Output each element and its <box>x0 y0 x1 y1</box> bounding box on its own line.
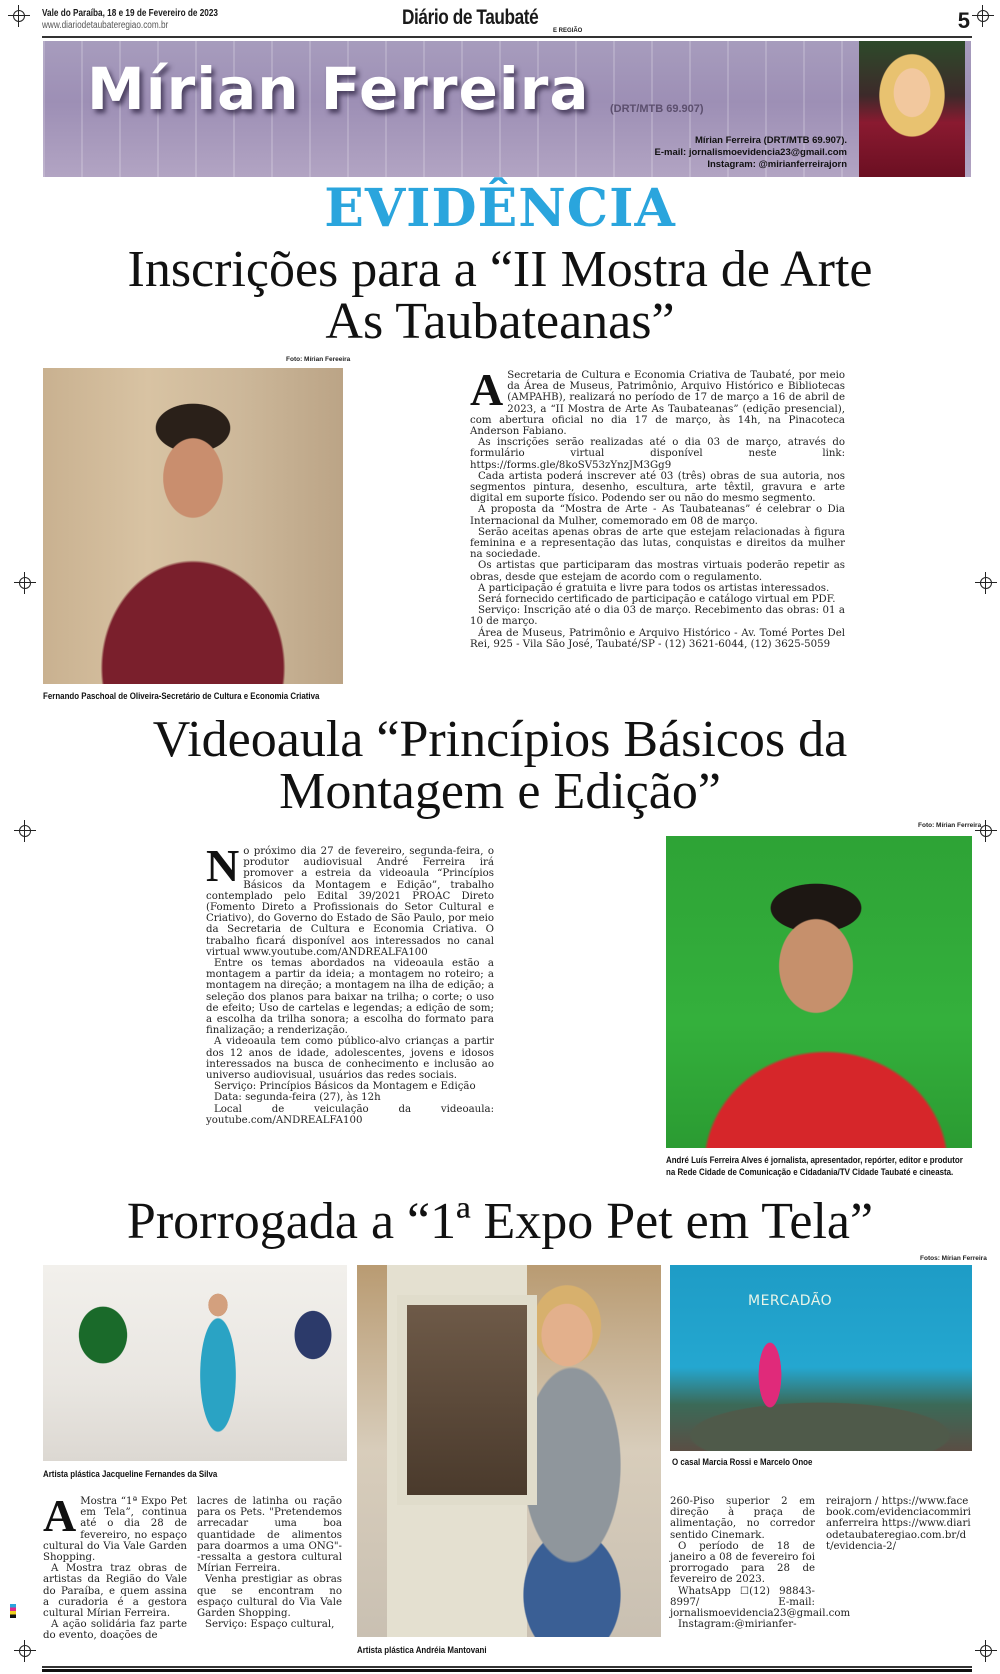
photo-caption: O casal Marcia Rossi e Marcelo Onoe <box>672 1457 813 1467</box>
paragraph: Venha prestigiar as obras que se encontram no espaço cultural do Via Vale Garden Shopping. <box>197 1574 342 1620</box>
paragraph: Serviço: Espaço cultural, <box>205 1619 335 1631</box>
photo-credit: Foto: Mírian Fereeira <box>286 356 351 363</box>
photo-fernando-paschoal <box>43 368 343 684</box>
newspaper-subtitle: E REGIÃO <box>553 28 583 34</box>
article3-headline: Prorrogada a “1ª Expo Pet em Tela” <box>126 1193 874 1250</box>
columnist-photo <box>859 41 965 177</box>
paragraph: Serviço: Inscrição até o dia 03 de março. Recebimento das obras: 01 a 10 de março. <box>470 605 845 628</box>
photo-sign-text: MERCADÃO <box>748 1293 833 1309</box>
dropcap: A <box>470 364 504 415</box>
paragraph: Entre os temas abordados na videoaula estão a montagem a partir da ideia; a montagem no roteiro; a montagem na direção; a montagem na ilha de edição; a seleção dos planos para baixar na trilha; o corte; o uso de efeito; Uso de cartelas e legendas; a edição de som; a escolha da trilha sonora; a escolha do formato para finalização; a renderização. <box>206 958 494 1037</box>
section-title: EVIDÊNCIA <box>324 178 676 239</box>
masthead <box>42 6 972 38</box>
photo-jacqueline-fernandes <box>43 1265 347 1461</box>
photo-credit: Foto: Mírian Ferreira <box>918 822 982 829</box>
paragraph: lacres de latinha ou ração para os Pets. "Pretendemos arrecadar uma boa quantidade de alimentos para doarmos a uma ONG"--ressalta a gestora cultural Mírian Ferreira. <box>197 1496 342 1575</box>
columnist-banner <box>43 41 971 177</box>
photo-caption: Artista plástica Jacqueline Fernandes da Silva <box>43 1469 218 1479</box>
paragraph: Serviço: Princípios Básicos da Montagem e Edição <box>214 1081 476 1093</box>
paragraph: 260-Piso superior 2 em direção à praça de alimentação, no corredor sentido Cinemark. <box>670 1496 815 1541</box>
dropcap: A <box>43 1490 77 1541</box>
headline-line: Montagem e Edição” <box>279 763 721 820</box>
paragraph: Os artistas que participaram das mostras virtuais poderão repetir as obras, desde que estejam de acordo com o regulamento. <box>470 560 845 583</box>
article3-col2 <box>197 1496 342 1630</box>
headline-line: As Taubateanas” <box>325 293 675 350</box>
paragraph: Mostra “1ª Expo Pet em Tela”, continua até o dia 28 de fevereiro, no espaço cultural do Via Vale Garden Shopping. <box>43 1496 187 1564</box>
crop-mark-icon <box>14 572 36 594</box>
article3-col1 <box>43 1490 187 1642</box>
newspaper-title: Diário de Taubaté <box>402 6 539 29</box>
photo-caption: Artista plástica Andréia Mantovani <box>357 1645 487 1655</box>
color-registration-bar <box>10 1604 16 1618</box>
article1-body <box>470 364 845 650</box>
photo-credit: Fotos: Mírian Ferreira <box>920 1255 987 1262</box>
photo-andre-ferreira <box>666 836 972 1148</box>
paragraph: A proposta da “Mostra de Arte - As Taubateanas” é celebrar o Dia Internacional da Mulher, comemorado em 08 de março. <box>470 504 845 527</box>
paragraph: Data: segunda-feira (27), às 12h <box>214 1092 381 1104</box>
crop-mark-icon <box>972 5 994 27</box>
paragraph: O período de 18 de janeiro a 08 de fevereiro foi prorrogado para 28 de fevereiro de 2023. <box>670 1540 815 1586</box>
photo-mercadao-vivo <box>670 1265 972 1451</box>
paragraph: Instagram:@mirianfer- <box>678 1619 797 1631</box>
article1-headline <box>0 241 1000 350</box>
paragraph: Secretaria de Cultura e Economia Criativa de Taubaté, por meio da Área de Museus, Patrimônio, Arquivo Histórico e Bibliotecas (AMPAHB), realizará no período de 17 de março a 16 de abril de 2023, a “II Mostra de Arte As Taubateanas” (edição presencial), com abertura oficial no dia 17 de março, às 14h, na Pinacoteca Anderson Fabiano. <box>470 370 845 438</box>
paragraph: o próximo dia 27 de fevereiro, segunda-feira, o produtor audiovisual André Ferreira irá promover a estreia da videoaula “Princípios Básicos da Montagem e Edição”, trabalho contemplado pelo Edital 39/2021 PROAC Direto (Fomento Direto a Profissionais do Setor Cultural e Criativo), do Governo do Estado de São Paulo, por meio da Secretaria de Cultura e Economia Criativa. O trabalho ficará disponível aos interessados no canal virtual www.youtube.com/ANDREALFA100 <box>206 846 495 958</box>
page-number: 5 <box>957 8 970 33</box>
masthead-dateline <box>42 8 218 32</box>
paragraph: A ação solidária faz parte do evento, doações de <box>43 1619 187 1642</box>
article2-headline <box>0 711 1000 820</box>
dropcap: N <box>206 840 240 891</box>
paragraph: Serão aceitas apenas obras de arte que estejam relacionadas à figura feminina e a representação das lutas, conquistas e direitos da mulher na sociedade. <box>470 526 845 561</box>
crop-mark-icon <box>975 572 997 594</box>
crop-mark-icon <box>975 1640 997 1662</box>
columnist-name: Mírian Ferreira <box>87 55 590 123</box>
paragraph: reirajorn / https://www.facebook.com/evidenciacommirianferreira https://www.diariodetaubateregiao.com.br/dt/evidencia-2/ <box>826 1496 971 1552</box>
paragraph: A participação é gratuita e livre para todos os artistas interessados. <box>478 582 830 594</box>
contact-instagram[interactable]: Instagram: @mirianferreirajorn <box>707 159 847 170</box>
website-link[interactable]: www.diariodetaubateregiao.com.br <box>42 20 169 31</box>
headline-line: Inscrições para a “II Mostra de Arte <box>127 241 873 298</box>
photo-andreia-mantovani <box>357 1265 661 1637</box>
paragraph: Área de Museus, Patrimônio e Arquivo Histórico - Av. Tomé Portes Del Rei, 925 - Vila São José, Taubaté/SP - (12) 3621-6044, (12) 3625-5059 <box>470 627 845 650</box>
paragraph: Local de veiculação da videoaula: youtube.com/ANDREALFA100 <box>206 1103 494 1126</box>
crop-mark-icon <box>8 5 30 27</box>
issue-date: Vale do Paraíba, 18 e 19 de Fevereiro de 2023 <box>42 8 218 19</box>
paragraph: As inscrições serão realizadas até o dia 03 de março, através do formulário virtual disponível neste link: https://forms.gle/8koSV53zYnzJM3Gg9 <box>470 437 845 471</box>
paragraph: Será fornecido certificado de participação e catálogo virtual em PDF. <box>478 594 836 606</box>
article3-col4 <box>826 1496 972 1552</box>
paragraph: Cada artista poderá inscrever até 03 (três) obras de sua autoria, nos segmentos pintura, desenho, escultura, arte têxtil, gravura e arte digital em suporte físico. Podendo ser ou não do mesmo segmento. <box>470 470 845 505</box>
columnist-contact <box>655 135 847 171</box>
photo-caption: André Luís Ferreira Alves é jornalista, apresentador, repórter, editor e produtor na Rede Cidade de Comunicação e Cidadania/TV Cidade Taubaté e cineasta. <box>666 1155 963 1177</box>
contact-email[interactable]: E-mail: jornalismoevidencia23@gmail.com <box>654 147 847 158</box>
article3-col3 <box>670 1496 851 1631</box>
paragraph: A Mostra traz obras de artistas da Região do Vale do Paraíba, e quem assina a curadoria é a gestora cultural Mírian Ferreira. <box>43 1563 187 1620</box>
columnist-registration: (DRT/MTB 69.907) <box>610 103 704 115</box>
paragraph: A videoaula tem como público-alvo crianças a partir dos 12 anos de idade, adolescentes, jovens e idosos interessados na busca de conhecimento e inclusão ao universo audiovisual, usuários das redes sociais. <box>206 1036 494 1082</box>
headline-line: Videoaula “Princípios Básicos da <box>152 711 848 768</box>
crop-mark-icon <box>14 820 36 842</box>
paragraph: WhatsApp ☐(12) 98843-8997/ E-mail: jornalismoevidencia23@gmail.com <box>670 1585 851 1620</box>
crop-mark-icon <box>14 1640 36 1662</box>
photo-caption: Fernando Paschoal de Oliveira-Secretário de Cultura e Economia Criativa <box>43 691 320 701</box>
contact-name: Mírian Ferreira (DRT/MTB 69.907). <box>694 135 847 146</box>
article2-body <box>206 840 495 1126</box>
bottom-rule <box>42 1666 972 1672</box>
